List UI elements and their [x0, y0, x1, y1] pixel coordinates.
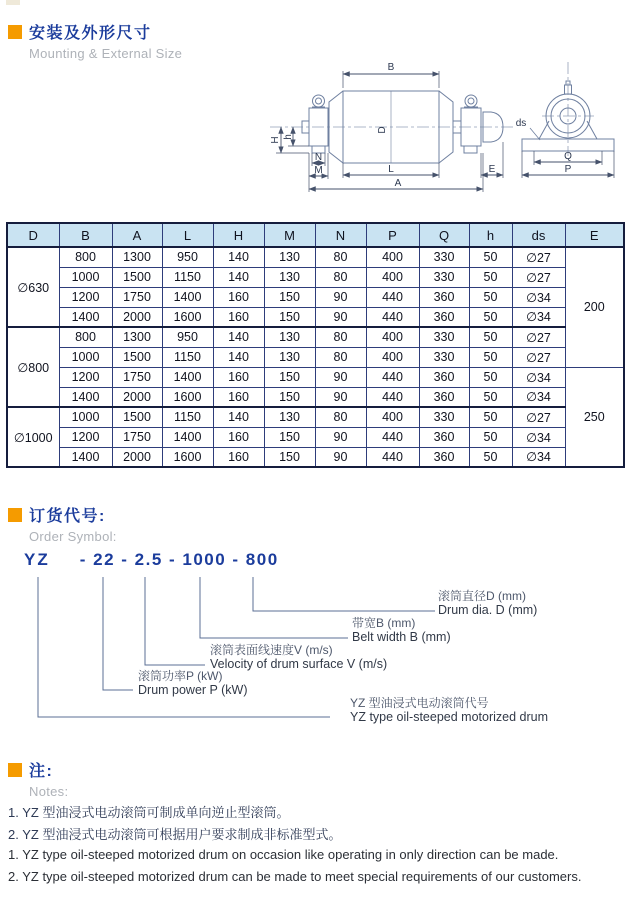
table-cell: 2000 [112, 387, 162, 407]
table-cell: 1600 [162, 307, 213, 327]
code-label-type [350, 697, 548, 724]
table-row [7, 387, 624, 407]
table-cell: 800 [59, 247, 112, 267]
column-header: ds [512, 223, 565, 247]
table-cell: 1600 [162, 447, 213, 467]
code-label-cn: 带宽B (mm) [352, 616, 416, 630]
table-cell: 160 [213, 287, 264, 307]
table-cell: 50 [469, 267, 512, 287]
table-cell: 140 [213, 327, 264, 347]
table-cell: 150 [264, 367, 315, 387]
table-cell: 50 [469, 427, 512, 447]
section-marker-icon [8, 763, 22, 777]
table-cell: 360 [419, 367, 469, 387]
drum-dia-group-cell: ∅1000 [7, 407, 59, 467]
table-cell: 150 [264, 307, 315, 327]
section-order-header [8, 503, 117, 544]
table-cell: 160 [213, 307, 264, 327]
column-header: H [213, 223, 264, 247]
note-item: 2. YZ type oil-steeped motorized drum can be made to meet special requirements of our customers. [8, 869, 582, 884]
table-cell: 360 [419, 287, 469, 307]
table-cell: ∅34 [512, 387, 565, 407]
table-cell: 1750 [112, 367, 162, 387]
table-cell: 90 [315, 447, 366, 467]
column-header: L [162, 223, 213, 247]
section-title-en: Mounting & External Size [29, 46, 183, 61]
dim-label-N: N [314, 152, 323, 163]
table-cell: 1400 [162, 287, 213, 307]
column-header: P [366, 223, 419, 247]
table-cell: 1200 [59, 367, 112, 387]
note-item: 2. YZ 型油浸式电动滚筒可根据用户要求制成非标准型式。 [8, 827, 342, 842]
table-cell: 90 [315, 287, 366, 307]
code-label-drum-power [138, 670, 248, 697]
table-cell: 1300 [112, 247, 162, 267]
code-label-drum-dia [438, 590, 537, 617]
table-row [7, 407, 624, 427]
dimension-table [6, 222, 625, 468]
table-cell: ∅27 [512, 327, 565, 347]
table-cell: ∅34 [512, 307, 565, 327]
code-label-en: Drum power P (kW) [138, 682, 248, 697]
table-cell: 130 [264, 347, 315, 367]
dimension-drawing [258, 54, 630, 210]
table-cell: 2000 [112, 307, 162, 327]
table-row [7, 247, 624, 267]
table-cell: 130 [264, 407, 315, 427]
column-header: Q [419, 223, 469, 247]
dim-label-M: M [314, 165, 323, 176]
table-cell: 1150 [162, 347, 213, 367]
table-cell: 1000 [59, 347, 112, 367]
table-cell: 1150 [162, 267, 213, 287]
table-cell: 400 [366, 247, 419, 267]
table-cell: ∅27 [512, 347, 565, 367]
table-cell: 440 [366, 447, 419, 467]
table-cell: 1200 [59, 287, 112, 307]
order-code-parameters: - 22 - 2.5 - 1000 - 800 [79, 550, 279, 569]
table-cell: 1000 [59, 407, 112, 427]
table-cell: ∅27 [512, 247, 565, 267]
table-cell: ∅34 [512, 447, 565, 467]
code-label-en: Belt width B (mm) [352, 629, 451, 644]
code-label-velocity [210, 644, 387, 671]
column-header: E [565, 223, 624, 247]
table-cell: ∅34 [512, 367, 565, 387]
table-cell: 90 [315, 427, 366, 447]
code-label-cn: YZ 型油浸式电动滚筒代号 [350, 696, 489, 710]
table-cell: 160 [213, 447, 264, 467]
table-row [7, 307, 624, 327]
table-cell: 1000 [59, 267, 112, 287]
table-cell: 400 [366, 267, 419, 287]
e-group-cell: 250 [565, 367, 624, 467]
table-cell: 1500 [112, 267, 162, 287]
code-label-cn: 滚筒表面线速度V (m/s) [210, 643, 333, 657]
code-label-en: Drum dia. D (mm) [438, 602, 538, 617]
section-title-en: Order Symbol: [29, 529, 117, 544]
table-cell: 130 [264, 267, 315, 287]
section-marker-icon [8, 508, 22, 522]
table-cell: 90 [315, 307, 366, 327]
code-label-cn: 滚筒直径D (mm) [438, 589, 526, 603]
scan-artifact [6, 0, 20, 5]
table-cell: 50 [469, 247, 512, 267]
section-title-cn: 订货代号: [29, 508, 106, 525]
table-cell: ∅27 [512, 407, 565, 427]
note-item: 1. YZ 型油浸式电动滚筒可制成单向逆止型滚筒。 [8, 805, 290, 820]
table-cell: 50 [469, 347, 512, 367]
table-cell: ∅34 [512, 287, 565, 307]
table-cell: 80 [315, 347, 366, 367]
section-title-cn: 安装及外形尺寸 [29, 25, 152, 42]
dim-label-D: D [377, 126, 388, 134]
table-cell: 950 [162, 247, 213, 267]
section-mounting-header [8, 20, 182, 61]
table-cell: 2000 [112, 447, 162, 467]
table-cell: 1200 [59, 427, 112, 447]
table-cell: 50 [469, 287, 512, 307]
table-cell: 400 [366, 327, 419, 347]
table-row [7, 427, 624, 447]
table-cell: 440 [366, 427, 419, 447]
table-cell: 1500 [112, 407, 162, 427]
dim-label-L: L [388, 164, 394, 175]
table-cell: 150 [264, 447, 315, 467]
table-header-row [7, 223, 624, 247]
order-code [24, 550, 279, 570]
table-cell: 1600 [162, 387, 213, 407]
dim-label-E: E [488, 164, 496, 175]
table-cell: 330 [419, 407, 469, 427]
table-cell: 1150 [162, 407, 213, 427]
table-cell: 440 [366, 367, 419, 387]
table-row [7, 267, 624, 287]
dim-label-Q: Q [564, 151, 572, 162]
table-row [7, 347, 624, 367]
e-group-cell: 200 [565, 247, 624, 367]
table-cell: 80 [315, 247, 366, 267]
table-cell: 130 [264, 327, 315, 347]
code-label-en: YZ type oil-steeped motorized drum [350, 709, 549, 724]
table-cell: 1400 [162, 367, 213, 387]
table-cell: 800 [59, 327, 112, 347]
section-title-cn: 注: [29, 763, 54, 780]
table-row [7, 447, 624, 467]
table-cell: 160 [213, 387, 264, 407]
table-cell: 80 [315, 267, 366, 287]
table-cell: 330 [419, 247, 469, 267]
table-cell: 1400 [59, 307, 112, 327]
table-cell: 50 [469, 367, 512, 387]
table-cell: 1750 [112, 287, 162, 307]
table-cell: 50 [469, 387, 512, 407]
table-cell: 90 [315, 367, 366, 387]
column-header: M [264, 223, 315, 247]
table-cell: 1400 [162, 427, 213, 447]
dim-label-h: h [283, 134, 294, 140]
table-cell: 50 [469, 327, 512, 347]
section-notes-header [8, 758, 68, 799]
table-cell: 400 [366, 407, 419, 427]
table-cell: 330 [419, 327, 469, 347]
table-row [7, 287, 624, 307]
table-cell: 80 [315, 407, 366, 427]
table-cell: 130 [264, 247, 315, 267]
table-cell: 150 [264, 427, 315, 447]
table-cell: 950 [162, 327, 213, 347]
table-cell: 1300 [112, 327, 162, 347]
column-header: D [7, 223, 59, 247]
code-label-en: Velocity of drum surface V (m/s) [210, 656, 388, 671]
dim-label-H: H [270, 136, 281, 144]
dim-label-B: B [387, 62, 395, 73]
table-cell: 360 [419, 447, 469, 467]
table-cell: 440 [366, 387, 419, 407]
table-cell: 140 [213, 407, 264, 427]
table-cell: 140 [213, 267, 264, 287]
table-cell: ∅27 [512, 267, 565, 287]
dim-label-A: A [394, 178, 402, 189]
dim-label-ds: ds [515, 118, 527, 129]
table-cell: 400 [366, 347, 419, 367]
column-header: A [112, 223, 162, 247]
table-cell: 360 [419, 307, 469, 327]
table-cell: 50 [469, 407, 512, 427]
section-title-en: Notes: [29, 784, 69, 799]
code-label-belt-width [352, 617, 451, 644]
table-cell: 150 [264, 287, 315, 307]
table-row [7, 367, 624, 387]
code-label-cn: 滚筒功率P (kW) [138, 669, 223, 683]
table-cell: 1400 [59, 447, 112, 467]
section-marker-icon [8, 25, 22, 39]
column-header: N [315, 223, 366, 247]
order-code-model: YZ [24, 550, 50, 569]
drum-dia-group-cell: ∅630 [7, 247, 59, 327]
table-cell: 140 [213, 347, 264, 367]
table-cell: 330 [419, 267, 469, 287]
table-row [7, 327, 624, 347]
table-cell: 440 [366, 287, 419, 307]
table-cell: 160 [213, 367, 264, 387]
column-header: B [59, 223, 112, 247]
note-item: 1. YZ type oil-steeped motorized drum on occasion like operating in only direction can be made. [8, 847, 559, 862]
table-cell: 330 [419, 347, 469, 367]
table-cell: 160 [213, 427, 264, 447]
table-cell: 1500 [112, 347, 162, 367]
table-cell: 140 [213, 247, 264, 267]
table-cell: 80 [315, 327, 366, 347]
table-cell: 1400 [59, 387, 112, 407]
column-header: h [469, 223, 512, 247]
table-cell: 150 [264, 387, 315, 407]
table-cell: ∅34 [512, 427, 565, 447]
dim-label-P: P [564, 164, 572, 175]
table-cell: 50 [469, 447, 512, 467]
table-cell: 1750 [112, 427, 162, 447]
table-cell: 440 [366, 307, 419, 327]
table-cell: 360 [419, 387, 469, 407]
drum-dia-group-cell: ∅800 [7, 327, 59, 407]
table-cell: 50 [469, 307, 512, 327]
table-cell: 360 [419, 427, 469, 447]
table-cell: 90 [315, 387, 366, 407]
